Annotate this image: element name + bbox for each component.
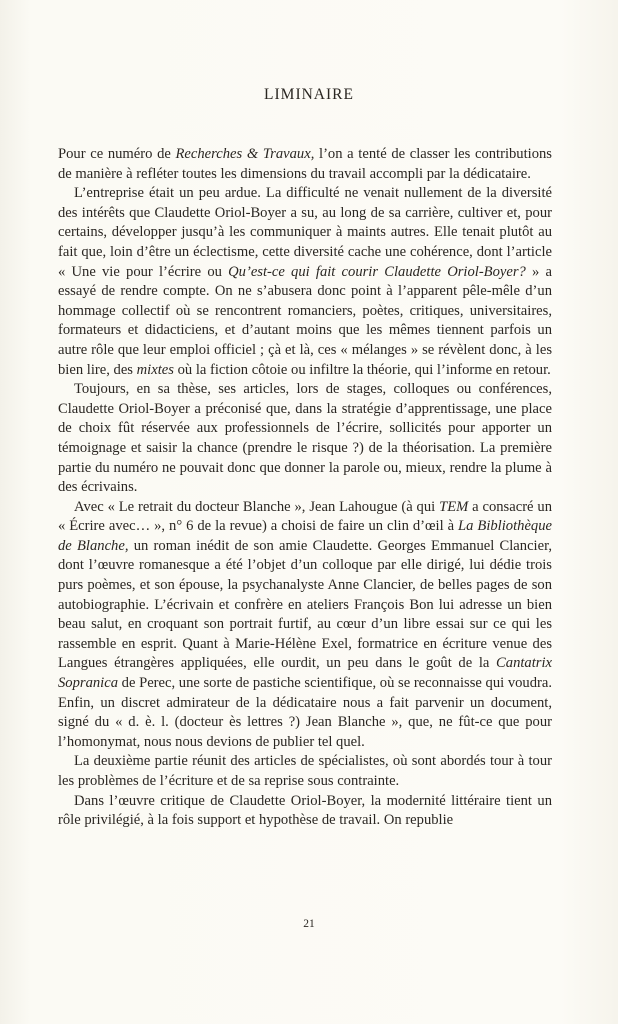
page-number: 21 bbox=[303, 918, 315, 930]
paragraph bbox=[58, 792, 552, 831]
italic-run: mixtes bbox=[136, 361, 174, 378]
text-run: L’entreprise était un peu ardue. La difficulté ne venait nullement de la diversité des intérêts que Claudette Oriol-Boyer a su, au long de sa carrière, cultiver et, pour certains, développer jusqu’à les communiquer à maints autres. Elle tenait plutôt au fait que, loin d’être un éclectisme, cette diversité cache une cohérence, dont l’article « Une vie pour l’écrire ou bbox=[58, 185, 552, 280]
italic-run: Qu’est-ce qui fait courir Claudette Oriol-Boyer? bbox=[228, 263, 526, 280]
text-run: Dans l’œuvre critique de Claudette Oriol-Boyer, la modernité littéraire tient un rôle privilégié, à la fois support et hypothèse de travail. On republie bbox=[58, 792, 552, 829]
page-title: LIMINAIRE bbox=[264, 86, 354, 103]
paragraph bbox=[58, 145, 552, 184]
text-run: l’on a tenté de classer les contributions de manière à refléter toutes les dimensions du travail accompli par la dédicataire. bbox=[58, 146, 552, 182]
paragraph bbox=[58, 752, 552, 791]
italic-run: Cantatrix Sopranica bbox=[58, 655, 552, 692]
paragraph bbox=[58, 184, 552, 380]
text-run: de Perec, une sorte de pastiche scientifique, où se reconnaisse qui voudra. Enfin, un discret admirateur de la dédicataire nous a fait parvenir un document, signé du « d. è. l. (docteur ès lettres ?) Jean Blanche », que, ne fût-ce que pour l’homonymat, nous nous devions de publier tel quel. bbox=[58, 675, 553, 750]
text-run: Avec « Le retrait du docteur Blanche », Jean Lahougue (à qui bbox=[74, 498, 440, 515]
body-text bbox=[58, 145, 552, 831]
paragraph bbox=[58, 498, 552, 753]
italic-run: TEM bbox=[439, 498, 469, 515]
text-run: Pour ce numéro de bbox=[58, 146, 176, 162]
text-run: Toujours, en sa thèse, ses articles, lors de stages, colloques ou conférences, Claudette Oriol-Boyer a préconisé que, dans la stratégie d’apprentissage, une place de choix fût réservée aux professionnels de l’écrire, sollicités pour apporter un témoignage et saisir la chance (prendre le risque ?) de la théorisation. La première partie du numéro ne pouvait donc que donner la parole ou, mieux, rendre la plume à des écrivains. bbox=[58, 381, 552, 496]
text-run: où la fiction côtoie ou infiltre la théorie, qui l’informe en retour. bbox=[173, 361, 551, 378]
text-run: a consacré un « Écrire avec… », n° 6 de la revue) a choisi de faire un clin d’œil à bbox=[58, 498, 552, 535]
text-run: un roman inédit de son amie Claudette. Georges Emmanuel Clancier, dont l’œuvre romanesque a été l’objet d’un colloque par elle dirigé, lui dédie trois purs poèmes, et son épouse, la psychanalyste Anne Clancier, de belles pages de son autobiographie. L’écrivain et confrère en ateliers François Bon lui adresse un bien beau salut, en croquant son portrait furtif, au cœur d’un libre essai sur ce qui les rassemble en esprit. Quant à Marie-Hélène Exel, formatrice en écriture venue des Langues étrangères appliquées, elle ourdit, un peu dans le goût de la bbox=[58, 537, 553, 672]
text-run: La deuxième partie réunit des articles de spécialistes, où sont abordés tour à tour les problèmes de l’écriture et de sa reprise sous contrainte. bbox=[58, 753, 552, 789]
paragraph bbox=[58, 380, 552, 498]
text-run: » a essayé de rendre compte. On ne s’abusera donc point à l’apparent pêle-mêle d’un hommage collectif où se rencontrent romanciers, poètes, critiques, universitaires, formateurs et didacticiens, et d’autant moins que les mêmes tiennent parfois un autre rôle que leur emploi officiel ; çà et là, ces « mélanges » se révèlent donc, à les bien lire, des bbox=[58, 263, 553, 378]
italic-run: Recherches & Travaux, bbox=[175, 146, 315, 162]
italic-run: La Bibliothèque de Blanche, bbox=[58, 518, 552, 554]
